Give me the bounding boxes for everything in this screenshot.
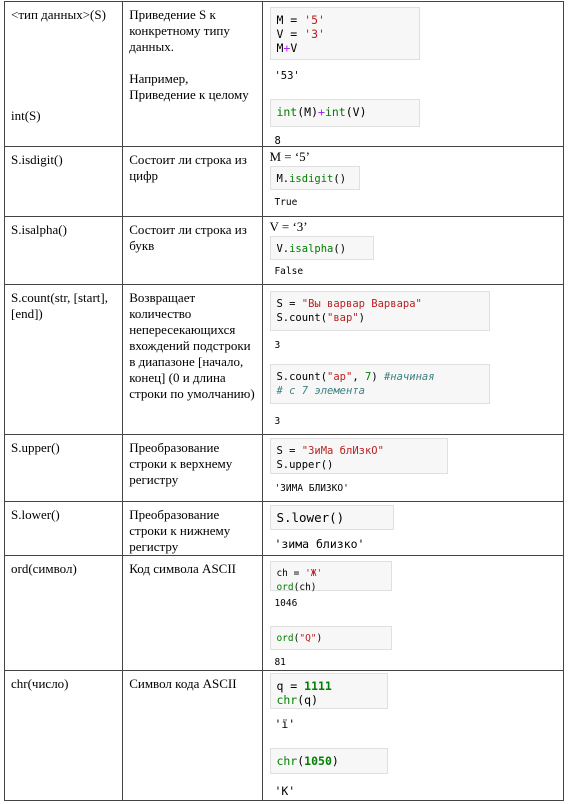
output: 'зима близко' [274, 537, 365, 551]
output: True [274, 197, 298, 208]
code-cell: S = "ЗиМа блИзкО" S.upper() [270, 438, 448, 474]
output: 'К' [274, 784, 296, 798]
example-cell [263, 217, 564, 285]
description: Приведение S к конкретному типу данных. [129, 7, 230, 54]
code-cell: int(M)+int(V) [270, 99, 420, 127]
method-cell [5, 2, 123, 147]
method-name: S.lower() [11, 507, 60, 522]
method-name-int: int(S) [11, 108, 41, 123]
method-cell [5, 285, 123, 435]
method-name: S.isalpha() [11, 222, 67, 237]
description-cell [123, 2, 263, 147]
method-name: <тип данных>(S) [11, 7, 106, 22]
method-cell [5, 147, 123, 217]
example-cell [263, 556, 564, 671]
example-cell [263, 2, 564, 147]
code-cell: q = 1111 chr(q) [270, 673, 388, 709]
description-cell [123, 217, 263, 285]
description-cell [123, 147, 263, 217]
table-row [5, 435, 564, 502]
example-cell [263, 502, 564, 556]
output: 1046 [274, 598, 298, 609]
table-row [5, 502, 564, 556]
method-name: S.upper() [11, 440, 60, 455]
description: Код символа ASCII [129, 561, 237, 576]
example-cell [263, 285, 564, 435]
table-row [5, 147, 564, 217]
description-cell [123, 556, 263, 671]
table-row [5, 556, 564, 671]
code-cell: M = '5' V = '3' M+V [270, 7, 420, 60]
output: 3 [274, 416, 281, 427]
description: Символ кода ASCII [129, 676, 237, 691]
code-cell: M.isdigit() [270, 166, 360, 190]
output: 8 [274, 135, 281, 147]
description-cell [123, 435, 263, 502]
code-cell: S.lower() [270, 505, 394, 530]
description-cell [123, 502, 263, 556]
method-cell [5, 217, 123, 285]
output: 3 [274, 340, 281, 351]
method-cell [5, 671, 123, 801]
description: Возвращает количество непересекающихся вхождений подстроки в диапазоне [начало, конец] (0 и длина строки по умолчанию) [129, 290, 255, 401]
table-row [5, 671, 564, 801]
description-example: Например, Приведение к целому [129, 71, 249, 102]
code-cell: V.isalpha() [270, 236, 374, 260]
preamble: V = ‘3’ [269, 219, 308, 234]
description: Состоит ли строка из букв [129, 222, 247, 253]
example-cell [263, 435, 564, 502]
methods-table [4, 1, 564, 801]
output: False [274, 266, 304, 277]
output: 81 [274, 657, 286, 668]
code-cell: ch = 'Ж' ord(ch) [270, 561, 392, 591]
code-cell: chr(1050) [270, 748, 388, 774]
example-cell [263, 671, 564, 801]
code-cell: S.count("ар", 7) #начиная # с 7 элемента [270, 364, 490, 404]
preamble: M = ‘5’ [269, 149, 311, 164]
method-name: ord(символ) [11, 561, 77, 576]
method-name: S.count(str, [start],[end]) [11, 290, 108, 321]
method-cell [5, 435, 123, 502]
table-row [5, 285, 564, 435]
description: Состоит ли строка из цифр [129, 152, 247, 183]
output: '53' [274, 70, 300, 82]
example-cell [263, 147, 564, 217]
description-cell [123, 285, 263, 435]
method-name: chr(число) [11, 676, 69, 691]
method-cell [5, 502, 123, 556]
code-cell: ord("Q") [270, 626, 392, 650]
table-row [5, 2, 564, 147]
method-cell [5, 556, 123, 671]
method-name: S.isdigit() [11, 152, 63, 167]
description: Преобразование строки к нижнему регистру [129, 507, 231, 554]
table-row [5, 217, 564, 285]
output: 'ї' [274, 717, 296, 731]
description: Преобразование строки к верхнему регистру [129, 440, 233, 487]
output: 'ЗИМА БЛИЗКО' [274, 483, 349, 494]
description-cell [123, 671, 263, 801]
code-cell: S = "Вы варвар Варвара" S.count("вар") [270, 291, 490, 331]
